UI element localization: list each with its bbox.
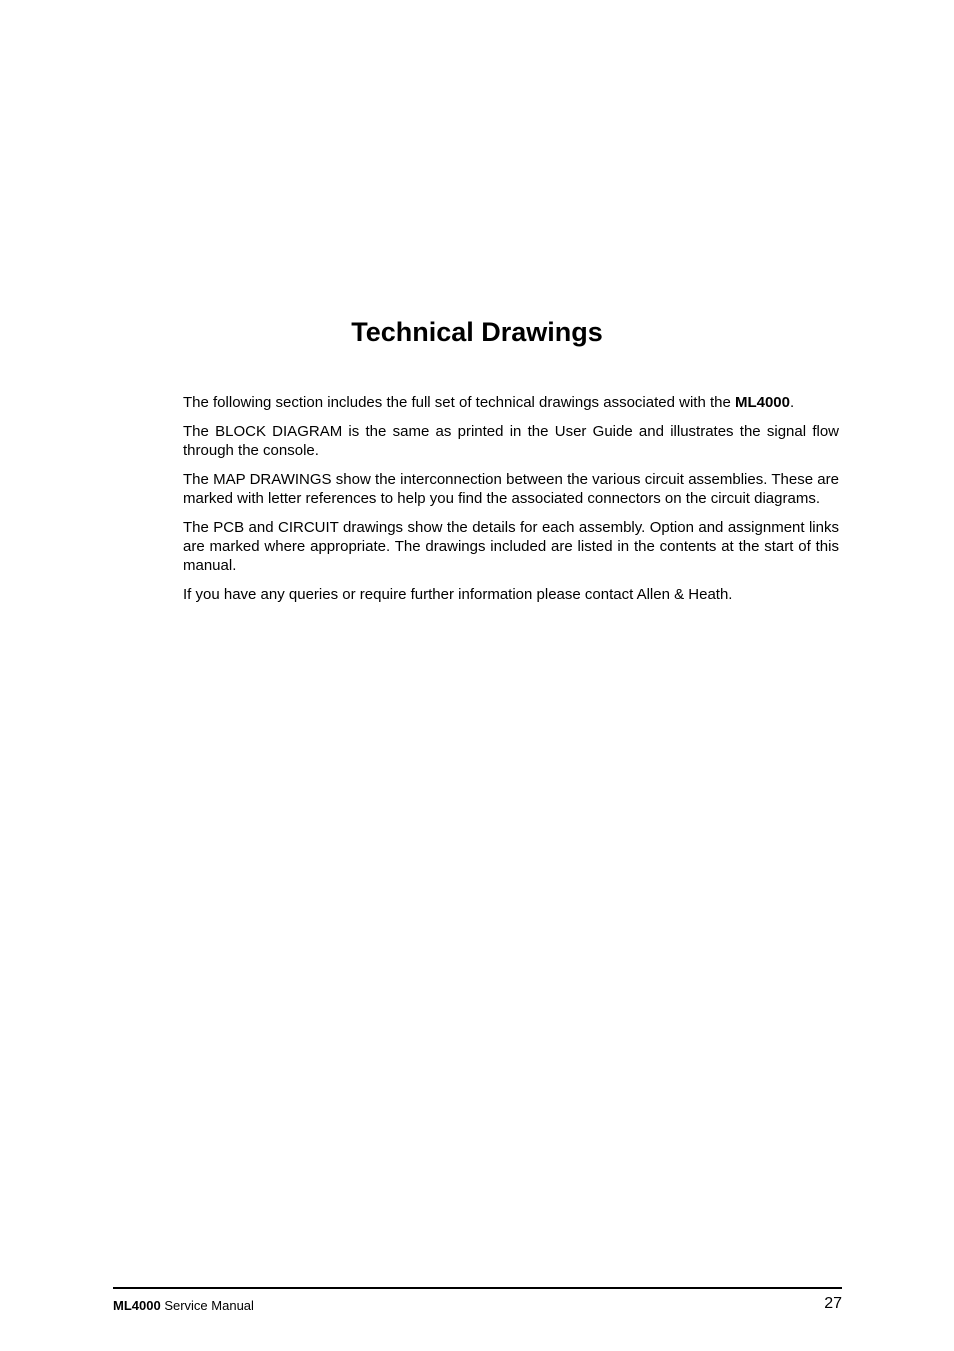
model-name: ML4000 <box>734 394 790 411</box>
footer-model: ML4000 <box>113 1298 161 1313</box>
paragraph-block-diagram: The BLOCK DIAGRAM is the same as printed in the User Guide and illustrates the signal flow through the console. <box>183 422 839 459</box>
page-number: 27 <box>824 1295 842 1312</box>
paragraph-intro <box>183 393 839 412</box>
intro-text: The following section includes the full set of technical drawings associated with the <box>183 394 735 411</box>
footer-divider <box>113 1287 842 1289</box>
paragraph-contact: If you have any queries or require further information please contact Allen & Heath. <box>183 585 733 603</box>
paragraph-pcb-circuit: The PCB and CIRCUIT drawings show the details for each assembly. Option and assignment links are marked where appropriate. The drawings included are listed in the contents at the start of this manual. <box>183 518 839 574</box>
page-title: Technical Drawings <box>351 317 603 347</box>
footer-document-title <box>113 1297 254 1315</box>
footer-doc-name: Service Manual <box>160 1298 254 1313</box>
intro-period: . <box>790 394 795 411</box>
body-text <box>183 393 839 613</box>
paragraph-map-drawings: The MAP DRAWINGS show the interconnection between the various circuit assemblies. These are marked with letter references to help you find the associated connectors on the circuit diagrams. <box>183 470 839 507</box>
